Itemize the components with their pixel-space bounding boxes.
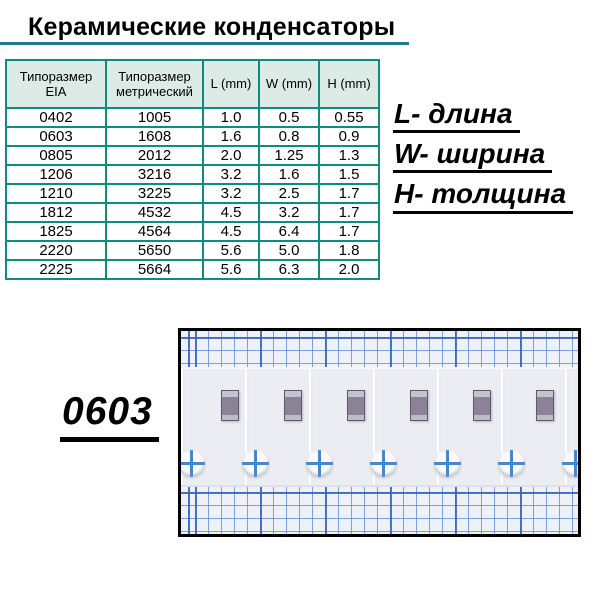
graph-paper-bottom xyxy=(181,486,578,534)
table-cell: 4532 xyxy=(106,203,203,222)
capacitor-component xyxy=(284,390,302,421)
table-cell: 4564 xyxy=(106,222,203,241)
capacitor-component xyxy=(347,390,365,421)
col-header-eia: Типоразмер EIA xyxy=(6,60,106,108)
header-row xyxy=(6,60,379,108)
sprocket-hole xyxy=(306,450,333,477)
table-row xyxy=(6,203,379,222)
table-cell: 3.2 xyxy=(203,165,259,184)
table-cell: 1.0 xyxy=(203,108,259,127)
table-cell: 0.9 xyxy=(319,127,379,146)
table-cell: 0.5 xyxy=(259,108,319,127)
table-cell: 3225 xyxy=(106,184,203,203)
table-row xyxy=(6,241,379,260)
col-header-l: L (mm) xyxy=(203,60,259,108)
table-cell: 2.0 xyxy=(319,260,379,279)
table-cell: 1.5 xyxy=(319,165,379,184)
table-cell: 0402 xyxy=(6,108,106,127)
sprocket-hole xyxy=(178,450,205,477)
table-cell: 5.6 xyxy=(203,260,259,279)
table-row xyxy=(6,127,379,146)
table-row xyxy=(6,222,379,241)
capacitor-component xyxy=(473,390,491,421)
sprocket-hole xyxy=(370,450,397,477)
table-cell: 1608 xyxy=(106,127,203,146)
table-cell: 2.5 xyxy=(259,184,319,203)
table-cell: 5664 xyxy=(106,260,203,279)
table-cell: 1.25 xyxy=(259,146,319,165)
table-cell: 1206 xyxy=(6,165,106,184)
table-cell: 1812 xyxy=(6,203,106,222)
table-cell: 0805 xyxy=(6,146,106,165)
photo-size-label: 0603 xyxy=(60,390,159,442)
title-underline xyxy=(0,42,409,45)
table-cell: 1825 xyxy=(6,222,106,241)
sprocket-hole xyxy=(498,450,525,477)
table-cell: 1005 xyxy=(106,108,203,127)
page-title: Керамические конденсаторы xyxy=(28,13,396,41)
dimension-legend xyxy=(393,99,573,214)
table-cell: 5.6 xyxy=(203,241,259,260)
table-cell: 2012 xyxy=(106,146,203,165)
table-cell: 4.5 xyxy=(203,203,259,222)
sprocket-hole xyxy=(242,450,269,477)
capacitor-tape-photo xyxy=(178,328,581,537)
table-cell: 1.3 xyxy=(319,146,379,165)
table-cell: 1.8 xyxy=(319,241,379,260)
table-cell: 0.55 xyxy=(319,108,379,127)
table-row xyxy=(6,146,379,165)
table-row xyxy=(6,184,379,203)
table-cell: 5.0 xyxy=(259,241,319,260)
table-cell: 1.6 xyxy=(259,165,319,184)
table-cell: 6.4 xyxy=(259,222,319,241)
table-cell: 2225 xyxy=(6,260,106,279)
table-cell: 1210 xyxy=(6,184,106,203)
capacitor-component xyxy=(536,390,554,421)
table-cell: 3.2 xyxy=(203,184,259,203)
capacitor-component xyxy=(221,390,239,421)
table-head xyxy=(6,60,379,108)
table-row xyxy=(6,165,379,184)
graph-paper-top xyxy=(181,331,578,368)
table-cell: 0603 xyxy=(6,127,106,146)
table-cell: 2.0 xyxy=(203,146,259,165)
table-cell: 0.8 xyxy=(259,127,319,146)
col-header-h: H (mm) xyxy=(319,60,379,108)
sprocket-hole xyxy=(434,450,461,477)
table-row xyxy=(6,108,379,127)
legend-item-length: L- длина xyxy=(393,99,520,133)
table-body xyxy=(6,108,379,279)
table-cell: 1.7 xyxy=(319,222,379,241)
col-header-w: W (mm) xyxy=(259,60,319,108)
table-cell: 5650 xyxy=(106,241,203,260)
table-cell: 2220 xyxy=(6,241,106,260)
table-cell: 3.2 xyxy=(259,203,319,222)
legend-item-thickness: H- толщина xyxy=(393,179,573,213)
table-row xyxy=(6,260,379,279)
table-cell: 1.6 xyxy=(203,127,259,146)
legend-item-width: W- ширина xyxy=(393,139,552,173)
table-cell: 3216 xyxy=(106,165,203,184)
table-cell: 1.7 xyxy=(319,184,379,203)
table-cell: 1.7 xyxy=(319,203,379,222)
col-header-metric: Типоразмер метрический xyxy=(106,60,203,108)
capacitor-size-table xyxy=(5,59,380,280)
capacitor-component xyxy=(410,390,428,421)
table-cell: 4.5 xyxy=(203,222,259,241)
table-cell: 6.3 xyxy=(259,260,319,279)
